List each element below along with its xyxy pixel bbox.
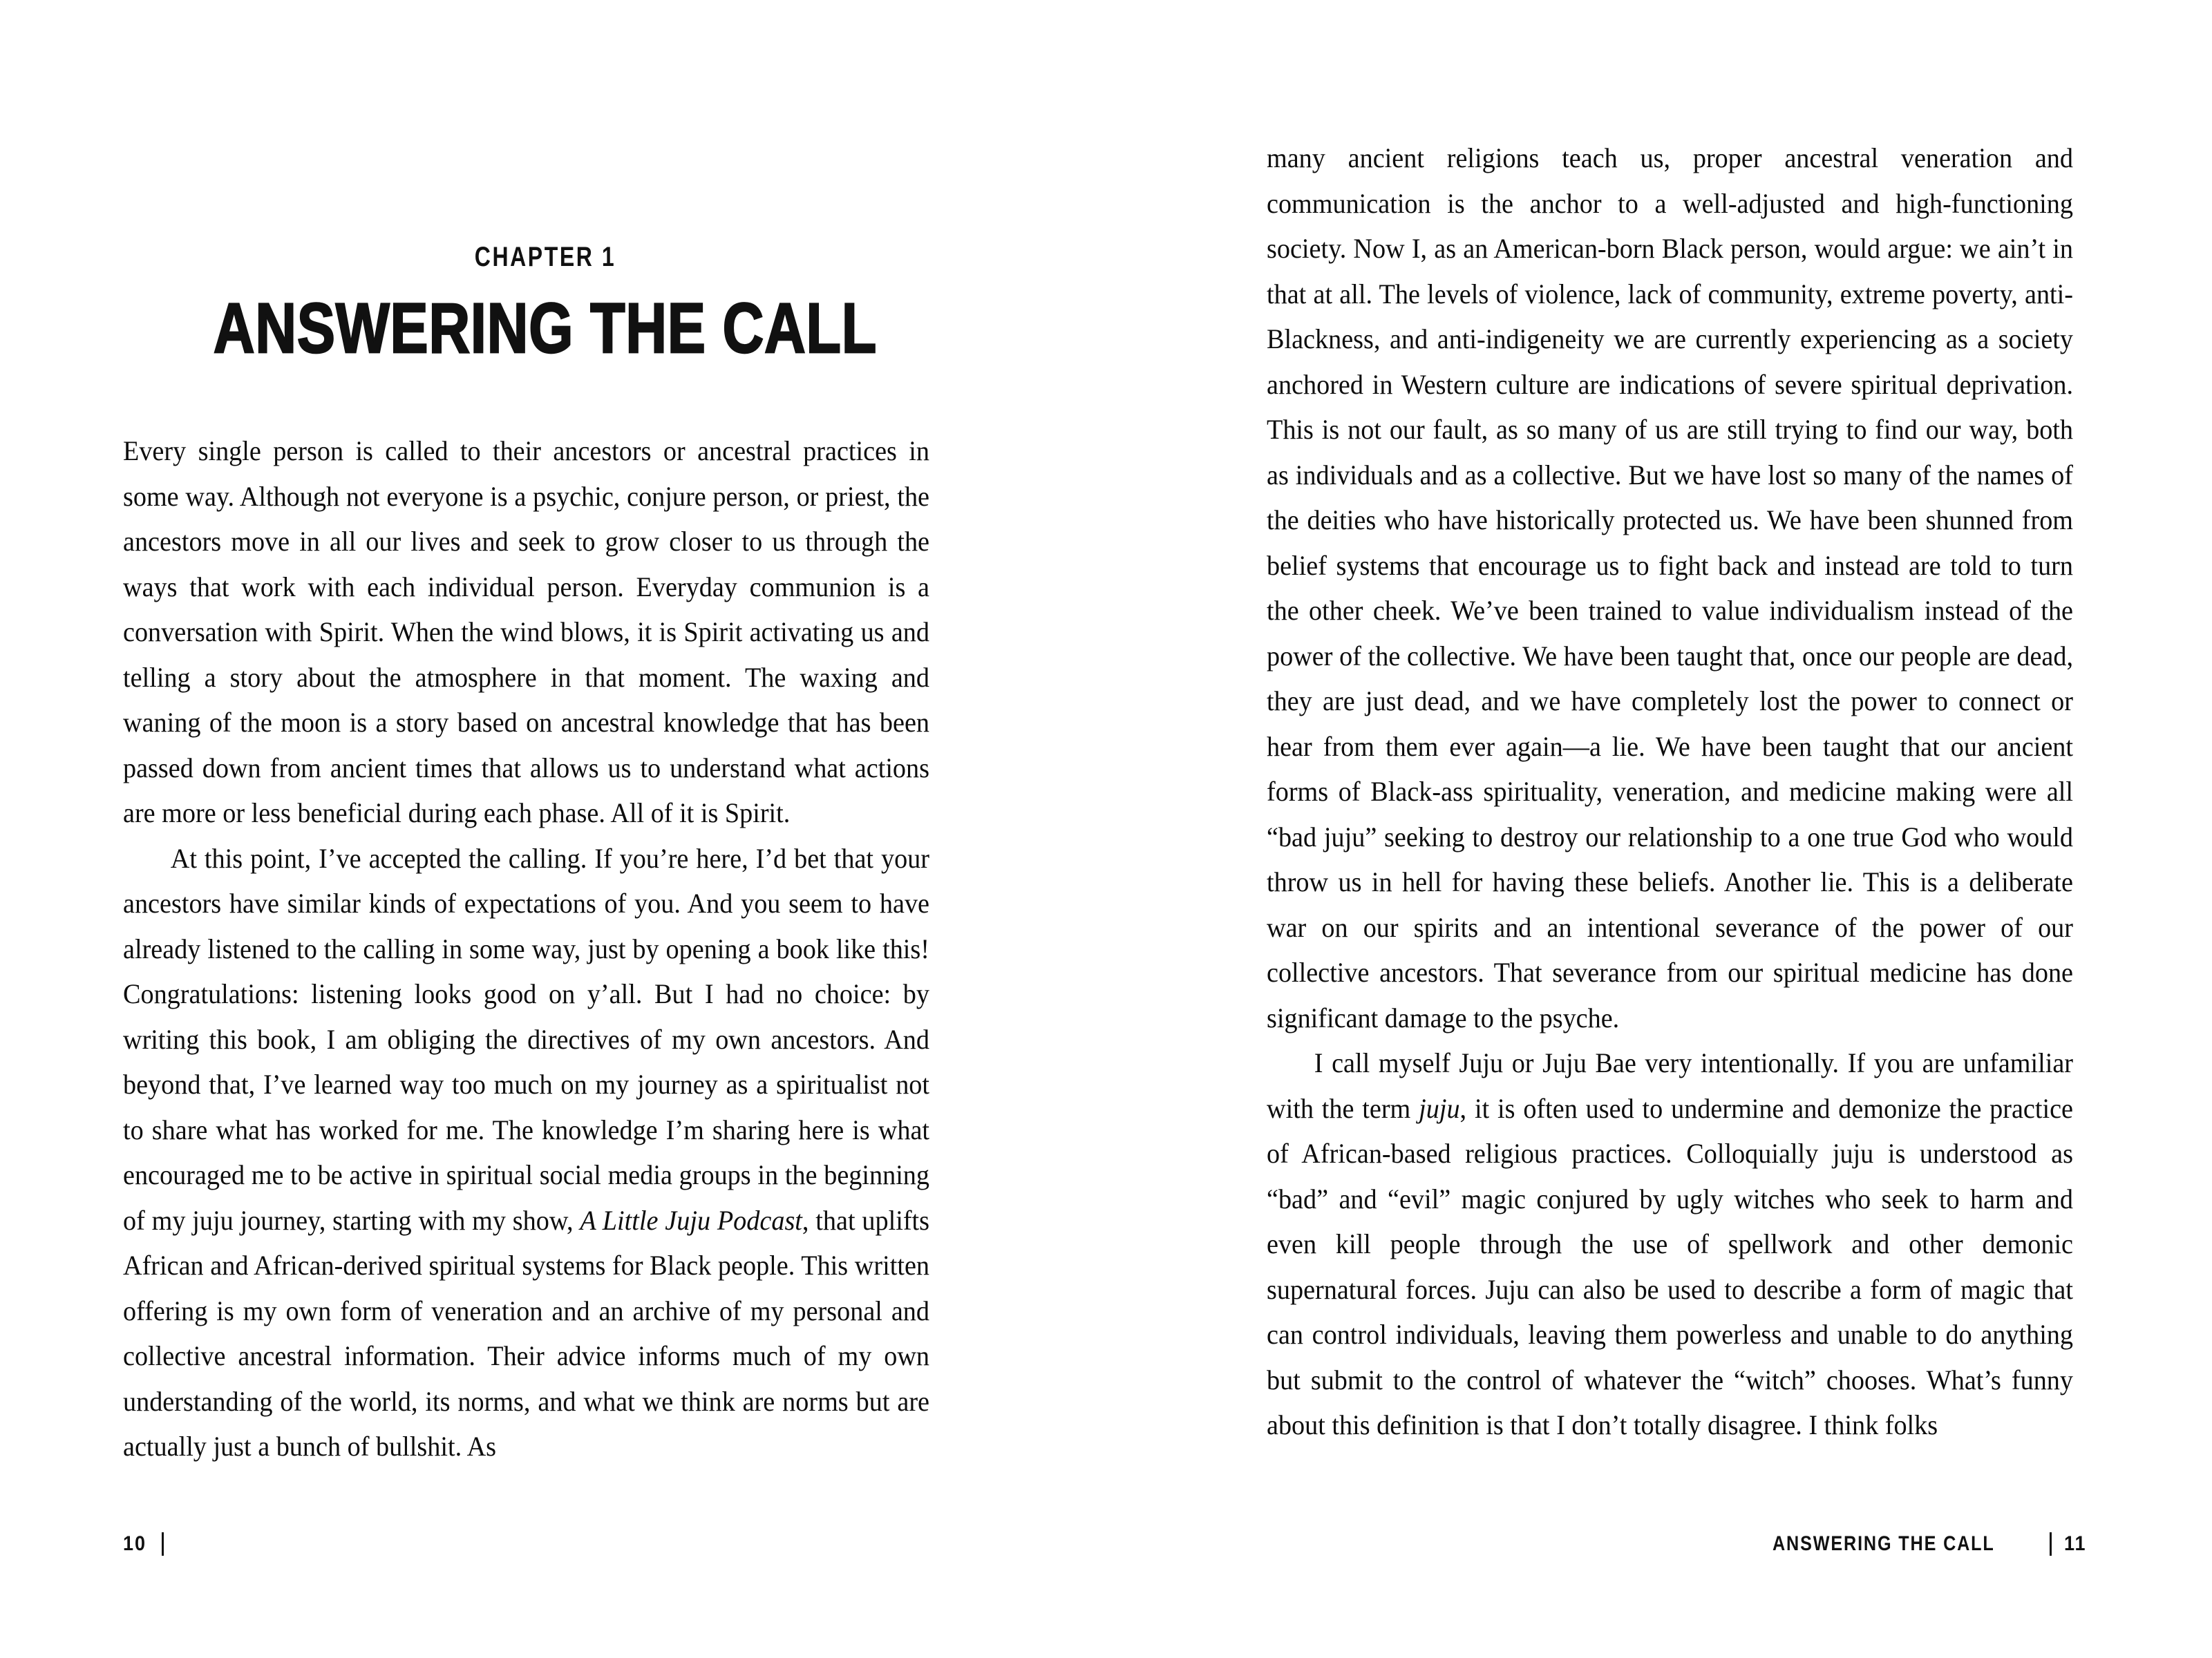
recto-page-number: 11 [2063,1532,2087,1555]
verso-page-number: 10 [123,1532,147,1555]
footer-divider-rule [2050,1532,2052,1556]
paragraph [1267,1040,2073,1448]
running-head-chapter-title: ANSWERING THE CALL [1772,1532,1995,1555]
paragraph-text-segment: , that uplifts African and African-derived spiritual systems for Black people. This written offering is my own form of veneration and an archive of my personal and collective ancestral information. Their advice informs much of my own understanding of the world, its norms, and what we think are norms but are actually just a bunch of bullshit. As [123,1204,930,1462]
chapter-heading-block [123,242,967,368]
juju-term-italic: juju [1418,1092,1460,1124]
verso-body-text [123,428,967,1469]
paragraph: Every single person is called to their ancestors or ancestral practices in some way. Although not everyone is a psychic, conjure person, or priest, the ancestors move in all our lives and seek to grow closer to us through the ways that work with each individual person. Everyday communion is a conversation with Spirit. When the wind blows, it is Spirit activating us and telling a story about the atmosphere in that moment. The waxing and waning of the moon is a story based on ancestral knowledge that has been passed down from ancient times that allows us to understand what actions are more or less beneficial during each phase. All of it is Spirit. [123,435,930,828]
chapter-title: ANSWERING THE CALL [213,289,878,368]
recto-page [1106,0,2212,1658]
footer-divider-rule [162,1532,164,1556]
recto-text-column [1267,135,2111,1448]
chapter-number-label: CHAPTER 1 [474,242,616,272]
paragraph-text-segment: , it is often used to undermine and demonize the practice of African-based religious practices. Colloquially juju is understood as “bad” and “evil” magic conjured by ugly witches who seek to harm and even kill people through the use of spellwork and other demonic supernatural forces. Juju can also be used to describe a form of magic that can control individuals, leaving them powerless and unable to do anything but submit to the control of whatever the “witch” chooses. What’s funny about this definition is that I don’t totally disagree. I think folks [1266,1092,2073,1440]
paragraph-text-segment: At this point, I’ve accepted the calling. If you’re here, I’d bet that your ancestors have similar kinds of expectations of you. And you seem to have already listened to the calling in some way, just by opening a book like this! Congratulations: listening looks good on y’all. But I had no choice: by writing this book, I am obliging the directives of my own ancestors. And beyond that, I’ve learned way too much on my journey as a spiritualist not to share what has worked for me. The knowledge I’m sharing here is what encouraged me to be active in spiritual social media groups in the beginning of my juju journey, starting with my show, [123,842,930,1236]
verso-text-column [123,243,967,1469]
podcast-title-italic: A Little Juju Podcast [580,1204,802,1236]
paragraph [123,836,929,1469]
recto-body-text [1267,135,2111,1448]
paragraph: many ancient religions teach us, proper ancestral veneration and communication is the anchor to a well-adjusted and high-functioning society. Now I, as an American-born Black person, would argue: we ain’t in that at all. The levels of violence, lack of community, extreme poverty, anti-Blackness, and anti-indigeneity we are currently experiencing as a society anchored in Western culture are indications of severe spiritual deprivation. This is not our fault, as so many of us are still trying to find our way, both as individuals and as a collective. But we have lost so many of the names of the deities who have historically protected us. We have been shunned from belief systems that encourage us to fight back and instead are told to turn the other cheek. We’ve been trained to value individualism instead of the power of the collective. We have been taught that, once our people are dead, they are just dead, and we have completely lost the power to connect or hear from them ever again—a lie. We have been taught that our ancient forms of Black-ass spirituality, veneration, and medicine making were all “bad juju” seeking to destroy our relationship to a one true God who would throw us in hell for having these beliefs. Another lie. This is a deliberate war on our spirits and an intentional severance of the power of our collective ancestors. That severance from our spiritual medicine has done significant damage to the psyche. [1266,142,2073,1033]
recto-footer [1773,1532,2089,1556]
verso-footer [123,1532,176,1556]
paragraph-text-segment: I call myself Juju or Juju Bae very intentionally. If you are unfamiliar with the term [1266,1047,2073,1124]
